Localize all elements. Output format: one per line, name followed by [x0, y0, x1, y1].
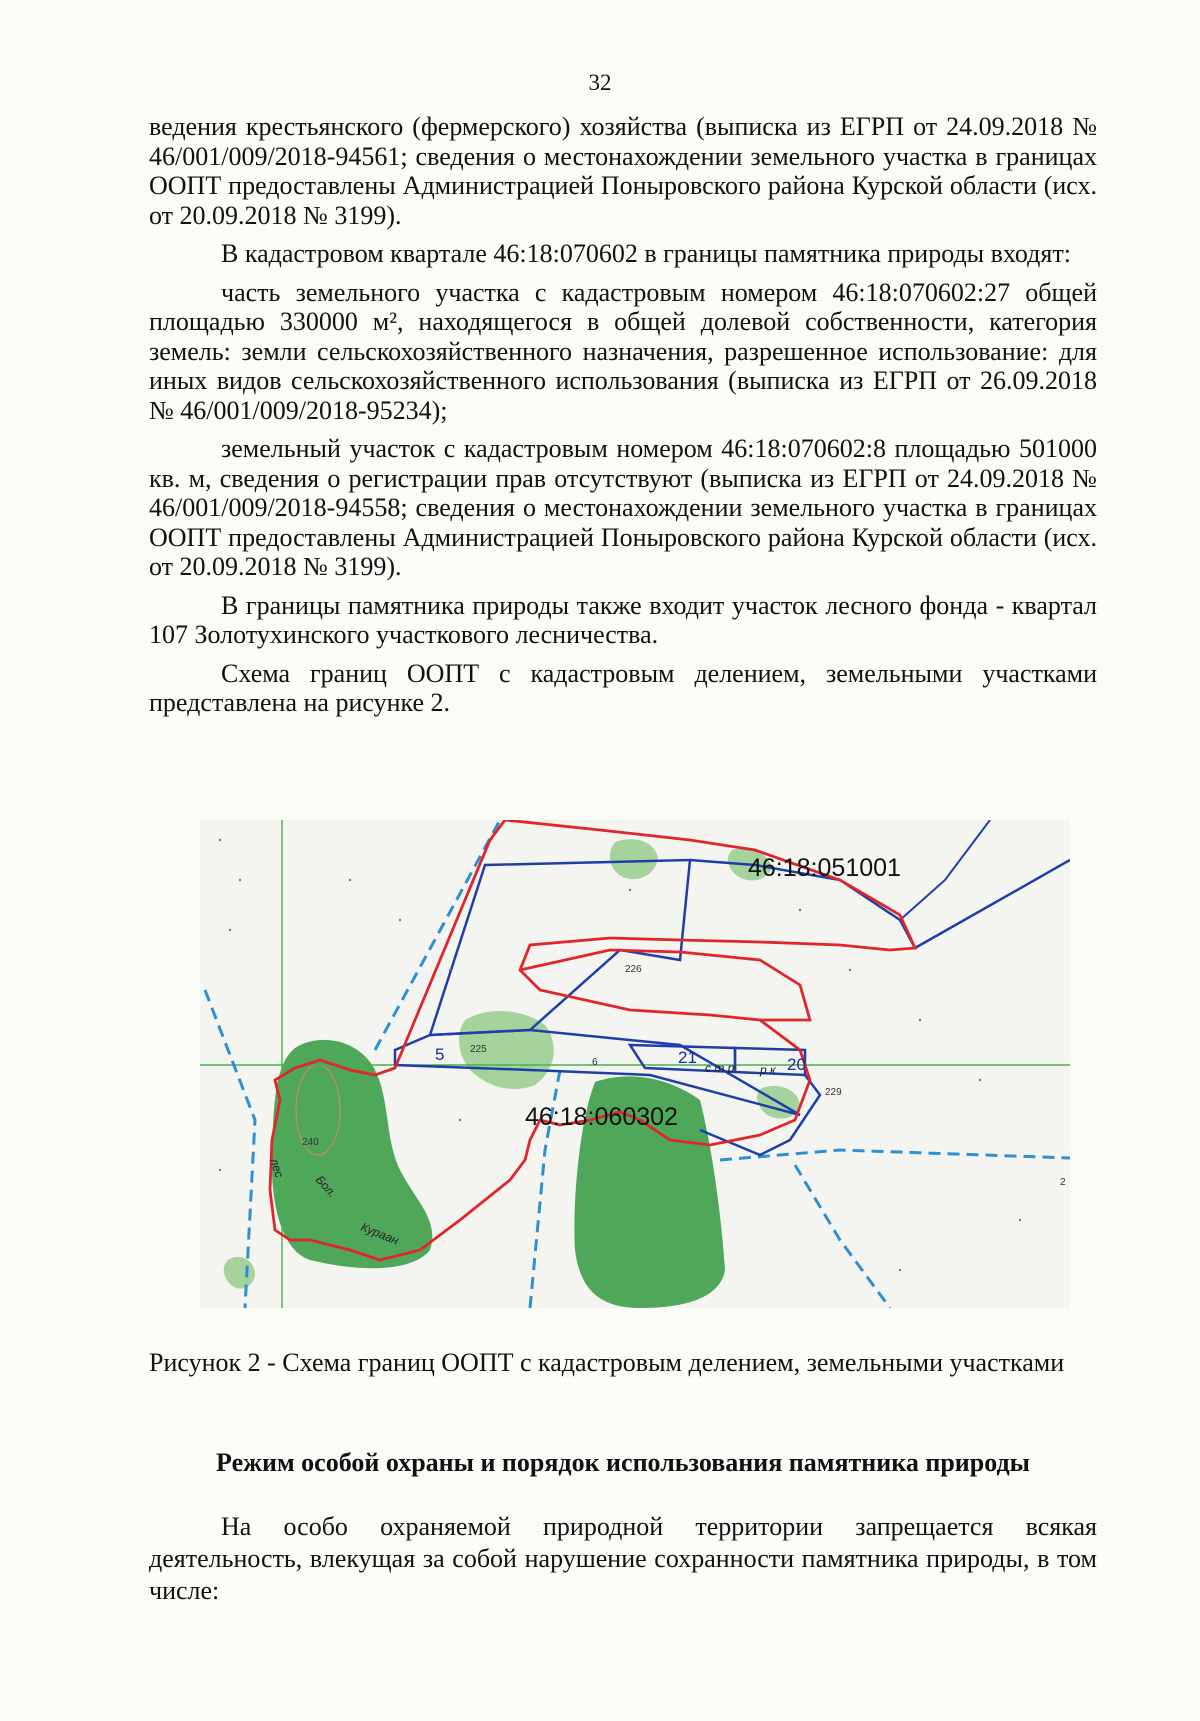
paragraph-3 [149, 278, 1097, 426]
figure-caption: Рисунок 2 - Схема границ ООПТ с кадастровым делением, земельными участками [149, 1348, 1065, 1377]
quarter-boundary-east-2 [795, 1165, 890, 1308]
map-svg [200, 820, 1070, 1308]
label-quarter-north: 46:18:051001 [748, 854, 901, 882]
page-number: 32 [588, 70, 612, 95]
paragraph-2: В кадастровом квартале 46:18:070602 в границы памятника природы входят: [221, 239, 1071, 268]
paragraph-5: В границы памятника природы также входит участок лесного фонда - квартал 107 Золотухинского участкового лесничества. [149, 590, 1097, 649]
oopt-boundary-inner [520, 950, 810, 1020]
parcel-northeast-2 [900, 820, 990, 920]
forest-west [272, 1040, 433, 1268]
paragraph-4: земельный участок с кадастровым номером 46:18:070602:8 площадью 501000 кв. м, сведения о регистрации прав отсутствуют (выписка из ЕГРП от 24.09.2018 № 46/001/009/2018-94558; сведения о местонахождении земельного участка в границах ООПТ предоставлены Администрацией Поныровского района Курской области (исх. от 20.09.2018 № 3199). [149, 434, 1097, 581]
closing-paragraph: На особо охраняемой природной территории запрещается всякая деятельность, влекущая за собой нарушение сохранности памятника природы, в том числе: [149, 1512, 1097, 1605]
label-pk: р к [760, 1063, 776, 1077]
quarter-boundary-east [720, 1150, 1070, 1160]
label-forest-c: Кураан [358, 1219, 401, 1248]
parcel-north [430, 860, 690, 1035]
label-edge-2: 2 [1060, 1177, 1066, 1188]
paragraph-3-text: часть земельного участка с кадастровым номером 46:18:070602:27 общей площадью 330000 м², находящегося в общей долевой собственности, категория земель: земли сельскохозяйственного назначения, разрешенное использование: для иных видов сельскохозяйственного использования (выписка из ЕГРП от 26.09.2018 № 46/001/009/2018-95234); [149, 277, 1097, 425]
label-229: 229 [825, 1087, 842, 1098]
label-plot-5: 5 [435, 1045, 445, 1064]
label-quarter-central: 46:18:060302 [525, 1103, 678, 1131]
label-225: 225 [470, 1044, 487, 1055]
label-240: 240 [302, 1137, 319, 1148]
paragraph-6: Схема границ ООПТ с кадастровым делением, земельными участками представлена на рисунке 2. [149, 658, 1097, 717]
label-plot-21: 21 [678, 1048, 697, 1067]
label-forest-a: лес [267, 1156, 287, 1180]
closing-text [149, 1511, 1097, 1607]
label-plot-20: 20 [787, 1055, 806, 1074]
section-heading: Режим особой охраны и порядок использования памятника природы [216, 1448, 1030, 1477]
forest-patch-southwest [224, 1257, 255, 1289]
forest-north [610, 839, 658, 879]
label-str: с т р [705, 1061, 735, 1075]
paragraph-1: ведения крестьянского (фермерского) хозяйства (выписка из ЕГРП от 24.09.2018 № 46/001/009/2018-94561; сведения о местонахождении земельного участка в границах ООПТ предоставлены Администрацией Поныровского района Курской области (исх. от 20.09.2018 № 3199). [149, 112, 1097, 230]
body-text [149, 112, 1097, 718]
label-forest-b: Бол. [312, 1172, 340, 1201]
cadastral-map [200, 820, 1070, 1308]
label-6: 6 [592, 1057, 598, 1068]
label-226: 226 [625, 964, 642, 975]
